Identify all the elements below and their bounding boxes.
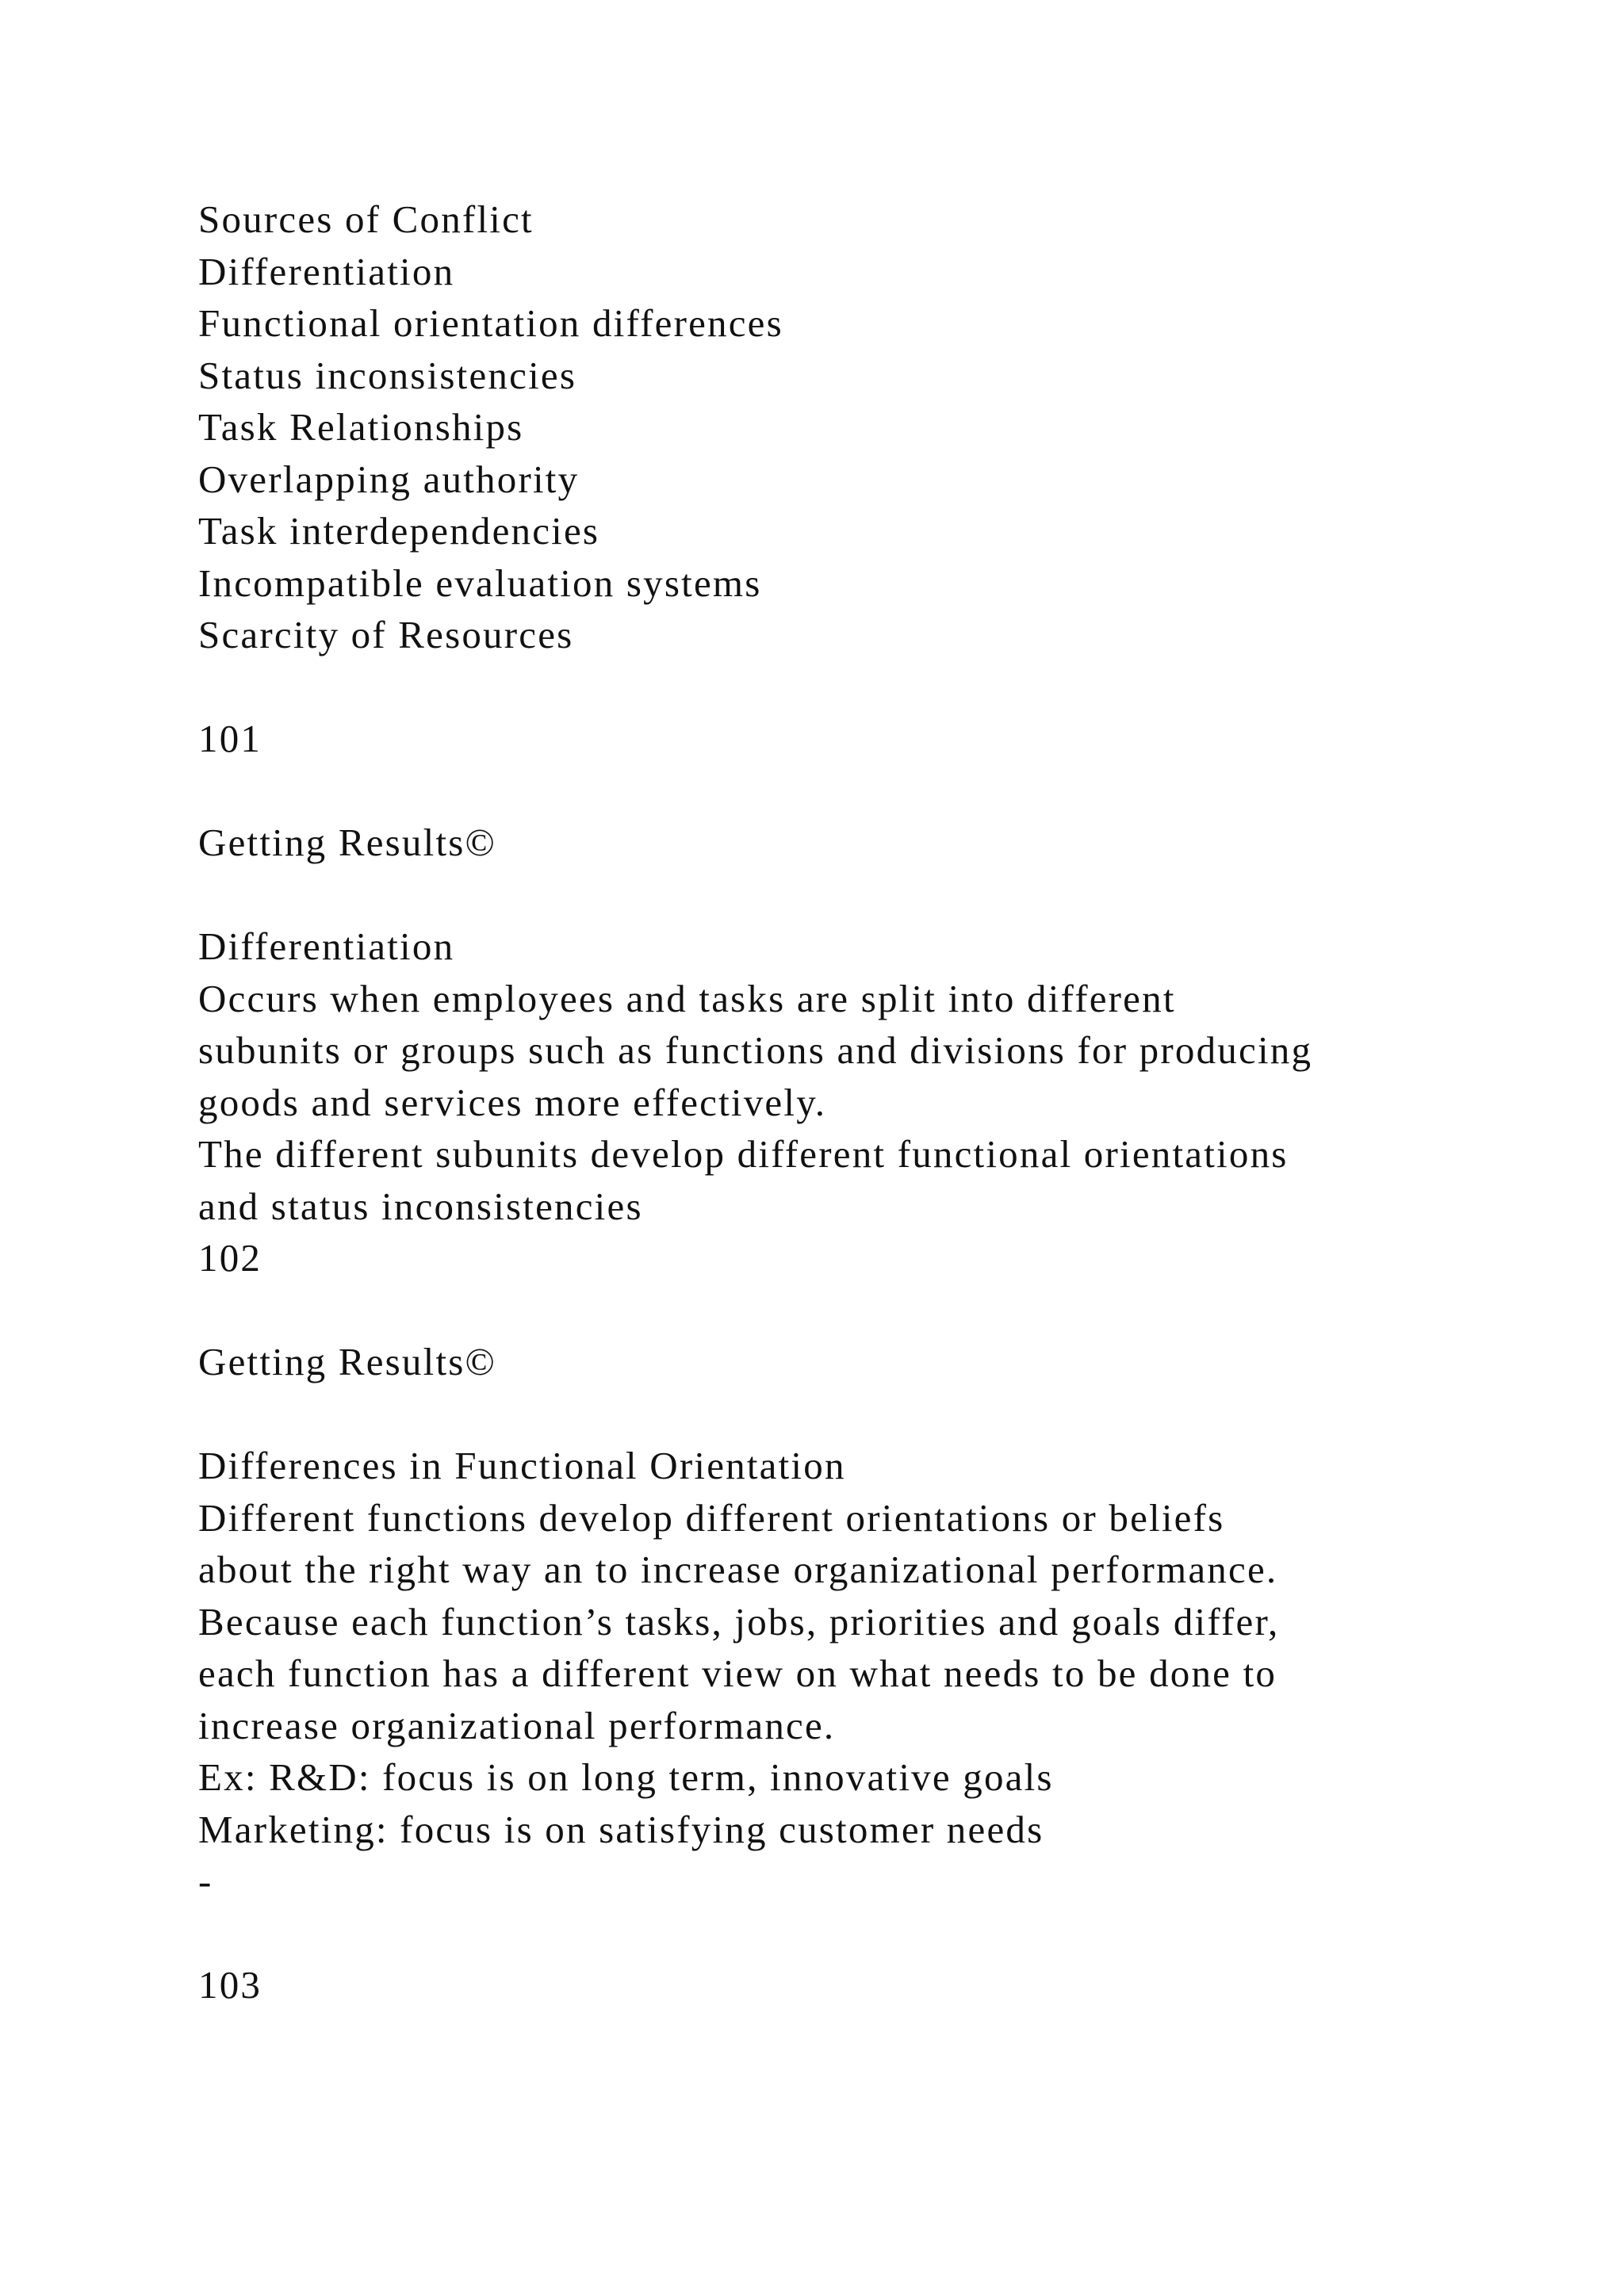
paragraph-line: Different functions develop different orientations or beliefs [198,1495,1225,1540]
blank-line [198,1908,1546,1960]
blank-line [198,869,1546,921]
list-item: Scarcity of Resources [198,613,574,656]
paragraph-line: about the right way an to increase organizational performance. [198,1548,1278,1591]
page-number: 102 [198,1236,262,1280]
heading-differentiation: Differentiation [198,924,455,968]
paragraph-line: goods and services more effectively. [198,1080,827,1124]
list-item: Functional orientation differences [198,301,783,345]
paragraph-line: each function has a different view on what needs to be done to [198,1651,1277,1695]
page-number: 101 [198,717,262,760]
page-number: 103 [198,1963,262,2007]
slide-footer: Getting Results© [198,821,496,864]
slide-footer: Getting Results© [198,1340,496,1383]
heading-sources-of-conflict: Sources of Conflict [198,197,534,241]
blank-line [198,765,1546,817]
paragraph-line: increase organizational performance. [198,1703,836,1747]
list-item: Task interdependencies [198,509,600,553]
blank-line [198,1284,1546,1337]
list-item: Differentiation [198,249,455,293]
paragraph-line: Because each function’s tasks, jobs, priorities and goals differ, [198,1599,1280,1644]
paragraph-line: subunits or groups such as functions and divisions for producing [198,1028,1313,1072]
list-item: Task Relationships [198,405,524,449]
paragraph-line: Marketing: focus is on satisfying customer needs [198,1807,1044,1851]
list-item: Incompatible evaluation systems [198,561,762,605]
list-item: Status inconsistencies [198,353,577,397]
document-page [198,193,1546,2011]
paragraph-line: Occurs when employees and tasks are split into different [198,976,1176,1020]
dash-line: - [198,1859,213,1903]
paragraph-line: and status inconsistencies [198,1184,643,1228]
heading-functional-orientation: Differences in Functional Orientation [198,1444,846,1487]
list-item: Overlapping authority [198,457,580,501]
paragraph-line: The different subunits develop different functional orientations [198,1132,1289,1176]
blank-line [198,1388,1546,1441]
blank-line [198,661,1546,714]
paragraph-line: Ex: R&D: focus is on long term, innovative goals [198,1755,1054,1799]
